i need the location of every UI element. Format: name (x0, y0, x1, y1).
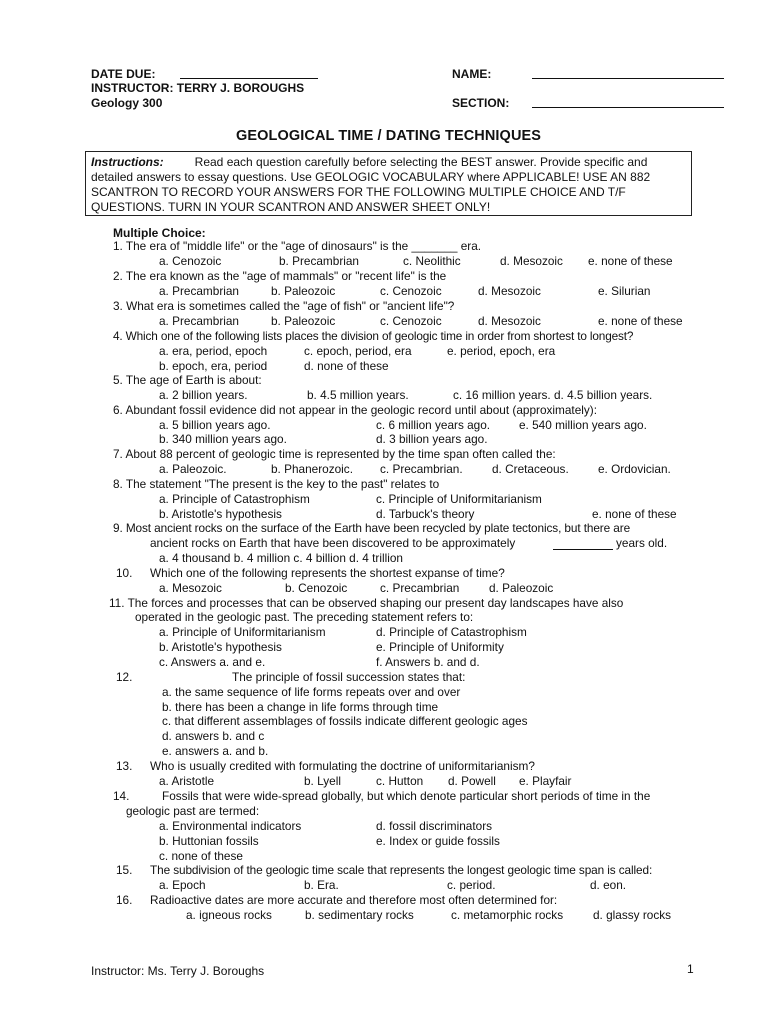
question-1: 1. The era of "middle life" or the "age of dinosaurs" is the _______ era. (113, 239, 482, 253)
q5-option-b: b. 4.5 million years. (307, 388, 409, 402)
q7-option-e: e. Ordovician. (598, 462, 671, 476)
q3-option-d: d. Mesozoic (478, 314, 541, 328)
page-number: 1 (687, 962, 694, 976)
q3-option-c: c. Cenozoic (380, 314, 442, 328)
q15-number: 15. (116, 863, 133, 877)
q11-option-c: c. Answers a. and e. (159, 655, 266, 669)
q4-option-a: a. era, period, epoch (159, 344, 268, 358)
q2-option-a: a. Precambrian (159, 284, 239, 298)
q8-option-d: d. Tarbuck's theory (376, 507, 475, 521)
q13-option-e: e. Playfair (519, 774, 572, 788)
question-7: 7. About 88 percent of geologic time is represented by the time span often called the: (113, 447, 556, 461)
q11-option-e: e. Principle of Uniformity (376, 640, 504, 654)
date-due-label: DATE DUE: (91, 67, 156, 81)
q12-option-b: b. there has been a change in life forms through time (162, 700, 439, 714)
question-14-continued: geologic past are termed: (126, 804, 260, 818)
q6-option-b: b. 340 million years ago. (159, 432, 287, 446)
q15-option-a: a. Epoch (159, 878, 206, 892)
footer-instructor: Instructor: Ms. Terry J. Boroughs (91, 964, 265, 978)
instructions-line-3: SCANTRON TO RECORD YOUR ANSWERS FOR THE FOLLOWING MULTIPLE CHOICE AND T/F (91, 185, 626, 199)
question-14: Fossils that were wide-spread globally, but which denote particular short periods of time in the (162, 789, 651, 803)
q14-option-b: b. Huttonian fossils (159, 834, 259, 848)
question-11: 11. The forces and processes that can be observed shaping our present day landscapes have also (109, 596, 624, 610)
q13-number: 13. (116, 759, 133, 773)
name-line (532, 78, 724, 79)
q7-option-c: c. Precambrian. (380, 462, 463, 476)
q13-option-b: b. Lyell (304, 774, 341, 788)
question-8: 8. The statement "The present is the key to the past" relates to (113, 477, 440, 491)
q13-option-a: a. Aristotle (159, 774, 215, 788)
q2-option-e: e. Silurian (598, 284, 651, 298)
q12-option-c: c. that different assemblages of fossils indicate different geologic ages (162, 714, 528, 728)
q16-option-d: d. glassy rocks (593, 908, 672, 922)
instructions-label: Instructions: (91, 155, 164, 169)
q16-option-a: a. igneous rocks (186, 908, 272, 922)
q3-option-e: e. none of these (598, 314, 683, 328)
q2-option-d: d. Mesozoic (478, 284, 541, 298)
section-label: SECTION: (452, 96, 510, 110)
q4-option-c: c. epoch, period, era (304, 344, 412, 358)
q2-option-c: c. Cenozoic (380, 284, 442, 298)
q10-option-d: d. Paleozoic (489, 581, 554, 595)
q11-option-b: b. Aristotle's hypothesis (159, 640, 282, 654)
q10-option-c: c. Precambrian (380, 581, 460, 595)
q3-option-b: b. Paleozoic (271, 314, 336, 328)
page-title: GEOLOGICAL TIME / DATING TECHNIQUES (236, 128, 542, 144)
q12-number: 12. (116, 670, 133, 684)
q8-option-a: a. Principle of Catastrophism (159, 492, 310, 506)
q7-option-b: b. Phanerozoic. (271, 462, 353, 476)
q10-number: 10. (116, 566, 133, 580)
question-6: 6. Abundant fossil evidence did not appear in the geologic record until about (approximately): (113, 403, 597, 417)
question-12: The principle of fossil succession states that: (232, 670, 466, 684)
q14-option-d: d. fossil discriminators (376, 819, 493, 833)
q12-option-a: a. the same sequence of life forms repeats over and over (162, 685, 461, 699)
q14-number: 14. (113, 789, 130, 803)
q1-option-e: e. none of these (588, 254, 673, 268)
q5-option-a: a. 2 billion years. (159, 388, 248, 402)
question-16: Radioactive dates are more accurate and therefore most often determined for: (150, 893, 558, 907)
q3-option-a: a. Precambrian (159, 314, 239, 328)
q7-option-a: a. Paleozoic. (159, 462, 227, 476)
instructions-line-1 (91, 156, 647, 168)
section-line (532, 107, 724, 108)
q16-option-b: b. sedimentary rocks (305, 908, 414, 922)
q1-option-d: d. Mesozoic (500, 254, 563, 268)
question-2: 2. The era known as the "age of mammals" or "recent life" is the (113, 269, 447, 283)
q11-option-a: a. Principle of Uniformitarianism (159, 625, 326, 639)
q14-option-e: e. Index or guide fossils (376, 834, 500, 848)
q4-option-e: e. period, epoch, era (447, 344, 556, 358)
q6-option-a: a. 5 billion years ago. (159, 418, 271, 432)
q11-option-d: d. Principle of Catastrophism (376, 625, 527, 639)
q9-answer-blank (553, 549, 613, 550)
question-15: The subdivision of the geologic time scale that represents the longest geologic time span is called: (150, 863, 653, 877)
q14-option-a: a. Environmental indicators (159, 819, 302, 833)
q15-option-c: c. period. (447, 878, 496, 892)
instructions-line-2: detailed answers to essay questions. Use GEOLOGIC VOCABULARY where APPLICABLE! USE AN 882 (91, 170, 651, 184)
q10-option-a: a. Mesozoic (159, 581, 222, 595)
q13-option-d: d. Powell (448, 774, 496, 788)
q4-option-d: d. none of these (304, 359, 389, 373)
instructor-line: INSTRUCTOR: TERRY J. BOROUGHS (91, 81, 305, 95)
q2-option-b: b. Paleozoic (271, 284, 336, 298)
q8-option-e: e. none of these (592, 507, 677, 521)
q1-option-a: a. Cenozoic (159, 254, 222, 268)
q15-option-d: d. eon. (590, 878, 627, 892)
instructions-text-1: Read each question carefully before selecting the BEST answer. Provide specific and (194, 155, 648, 169)
question-3: 3. What era is sometimes called the "age of fish" or "ancient life"? (113, 299, 455, 313)
name-label: NAME: (452, 67, 492, 81)
q9-options: a. 4 thousand b. 4 million c. 4 billion d. 4 trillion (159, 551, 403, 565)
q15-option-b: b. Era. (304, 878, 339, 892)
q6-option-c: c. 6 million years ago. (376, 418, 491, 432)
question-4: 4. Which one of the following lists places the division of geologic time in order from shortest to longest? (113, 329, 634, 343)
q8-option-b: b. Aristotle's hypothesis (159, 507, 282, 521)
question-13: Who is usually credited with formulating the doctrine of uniformitarianism? (150, 759, 535, 773)
question-9-end: years old. (616, 536, 668, 550)
question-11-continued: operated in the geologic past. The preceding statement refers to: (135, 610, 474, 624)
q4-option-b: b. epoch, era, period (159, 359, 268, 373)
date-due-line (180, 78, 318, 79)
q16-option-c: c. metamorphic rocks (451, 908, 564, 922)
q13-option-c: c. Hutton (376, 774, 424, 788)
q6-option-d: d. 3 billion years ago. (376, 432, 488, 446)
q12-option-e: e. answers a. and b. (162, 744, 269, 758)
question-9-continued: ancient rocks on Earth that have been discovered to be approximately (150, 536, 516, 550)
q12-option-d: d. answers b. and c (162, 729, 265, 743)
q16-number: 16. (116, 893, 133, 907)
q1-option-b: b. Precambrian (279, 254, 359, 268)
q10-option-b: b. Cenozoic (285, 581, 348, 595)
q5-option-cd: c. 16 million years. d. 4.5 billion years. (453, 388, 653, 402)
course-name: Geology 300 (91, 96, 163, 110)
q8-option-c: c. Principle of Uniformitarianism (376, 492, 542, 506)
q1-option-c: c. Neolithic (403, 254, 461, 268)
q6-option-e: e. 540 million years ago. (519, 418, 647, 432)
section-heading: Multiple Choice: (113, 226, 206, 240)
question-5: 5. The age of Earth is about: (113, 373, 262, 387)
question-10: Which one of the following represents the shortest expanse of time? (150, 566, 505, 580)
q7-option-d: d. Cretaceous. (492, 462, 569, 476)
q11-option-f: f. Answers b. and d. (376, 655, 480, 669)
instructions-line-4: QUESTIONS. TURN IN YOUR SCANTRON AND ANSWER SHEET ONLY! (91, 200, 491, 214)
question-9: 9. Most ancient rocks on the surface of the Earth have been recycled by plate tectonics, but there are (113, 521, 631, 535)
q14-option-c: c. none of these (159, 849, 243, 863)
